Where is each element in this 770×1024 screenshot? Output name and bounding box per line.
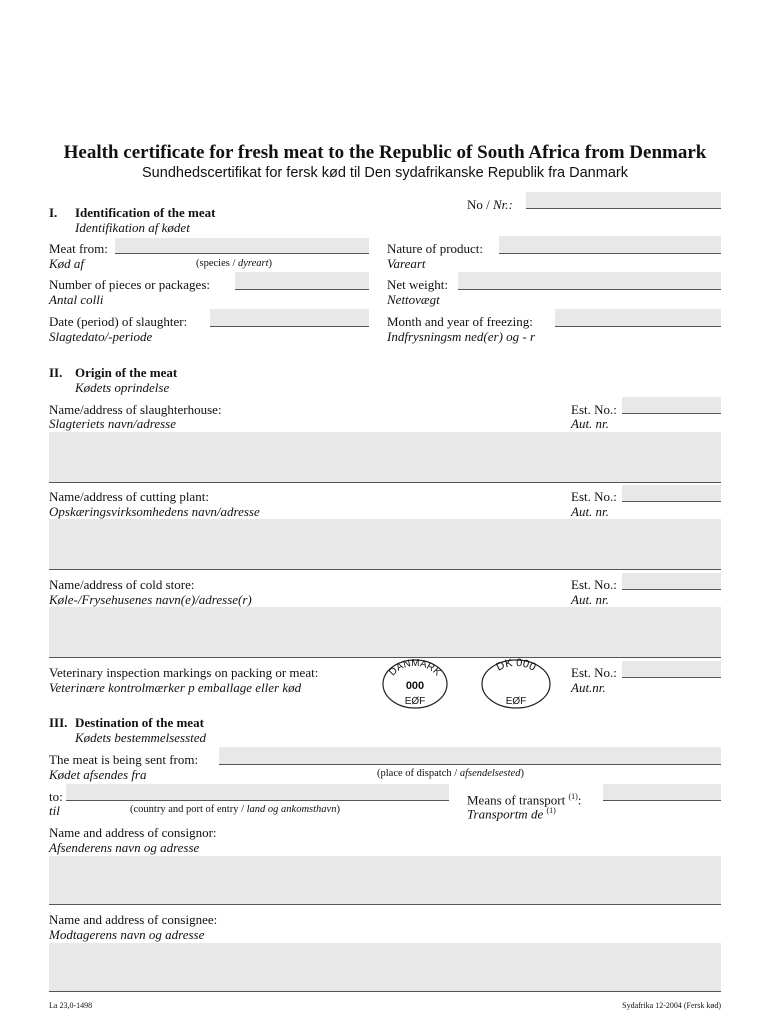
section-1-title: Identification of the meat [75, 205, 216, 220]
net-weight-label: Net weight: [387, 277, 449, 292]
danmark-oval-stamp [381, 658, 449, 710]
freezing-field[interactable] [555, 309, 721, 327]
stamp-1-bottom-text: EØF [404, 696, 426, 707]
stamp-1-top-text: DANMARK [387, 658, 443, 679]
consignor-label: Name and address of consignor: [49, 825, 217, 840]
transport-field[interactable] [603, 784, 721, 801]
section-1-number: I. [49, 205, 58, 220]
dispatch-hint: (place of dispatch / afsendelsested) [377, 768, 524, 779]
consignor-address-box[interactable] [49, 856, 721, 905]
cold-store-est-field[interactable] [622, 573, 721, 590]
cutting-plant-aut-label: Aut. nr. [571, 504, 609, 519]
net-weight-field[interactable] [458, 272, 721, 290]
country-hint: (country and port of entry / land og ankomsthavn) [130, 804, 340, 815]
nature-label: Nature of product: [387, 241, 484, 256]
certificate-number-label: No / Nr.: [467, 197, 513, 212]
nature-field[interactable] [499, 236, 721, 254]
slaughter-date-label: Date (period) of slaughter: [49, 314, 188, 329]
consignee-address-box[interactable] [49, 943, 721, 992]
meat-from-label-da: Kød af [49, 256, 85, 271]
section-3-title: Destination of the meat [75, 715, 204, 730]
transport-label: Means of transport $^{(1)}$: [467, 792, 582, 808]
dk-oval-stamp [480, 658, 552, 710]
sent-from-label: The meat is being sent from: [49, 752, 199, 767]
cold-store-label-da: Køle-/Frysehusenes navn(e)/adresse(r) [49, 592, 252, 607]
document-subtitle: Sundhedscertifikat for fersk kød til Den sydafrikanske Republik fra Danmark [142, 165, 628, 181]
section-2-number: II. [49, 365, 63, 380]
section-3-title-da: Kødets bestemmelsessted [75, 730, 207, 745]
cutting-plant-address-box[interactable] [49, 519, 721, 570]
to-label-da: til [49, 803, 60, 818]
section-2-title-da: Kødets oprindelse [75, 380, 170, 395]
markings-est-field[interactable] [622, 661, 721, 678]
nature-label-da: Vareart [387, 256, 426, 271]
markings-aut-label: Aut.nr. [571, 680, 606, 695]
slaughterhouse-aut-label: Aut. nr. [571, 416, 609, 431]
stamp-2-bottom-text: EØF [505, 696, 527, 707]
meat-from-label: Meat from: [49, 241, 108, 256]
cutting-plant-label: Name/address of cutting plant: [49, 489, 209, 504]
consignor-label-da: Afsenderens navn og adresse [49, 840, 200, 855]
meat-from-field[interactable] [115, 238, 369, 254]
to-label: to: [49, 789, 63, 804]
freezing-label-da: Indfrysningsm ned(er) og - r [387, 329, 536, 344]
markings-est-label: Est. No.: [571, 665, 617, 680]
sent-from-label-da: Kødet afsendes fra [49, 767, 147, 782]
footer-form-code: La 23,0-1498 [49, 1001, 93, 1010]
slaughterhouse-address-box[interactable] [49, 432, 721, 483]
section-3-number: III. [49, 715, 68, 730]
slaughterhouse-est-field[interactable] [622, 397, 721, 414]
species-hint: (species / dyreart) [196, 258, 273, 269]
section-2-title: Origin of the meat [75, 365, 178, 380]
net-weight-label-da: Nettovægt [387, 292, 440, 307]
markings-label: Veterinary inspection markings on packing or meat: [49, 665, 319, 680]
transport-label-da: Transportm de $^{(1)}$ [467, 806, 556, 822]
slaughter-date-label-da: Slagtedato/-periode [49, 329, 153, 344]
to-field[interactable] [66, 784, 449, 801]
cold-store-label: Name/address of cold store: [49, 577, 195, 592]
slaughterhouse-label-da: Slagteriets navn/adresse [49, 416, 176, 431]
stamp-2-top-text: DK 000 [494, 658, 538, 674]
consignee-label-da: Modtagerens navn og adresse [49, 927, 205, 942]
cutting-plant-est-field[interactable] [622, 485, 721, 502]
certificate-number-field[interactable] [526, 192, 721, 209]
sent-from-field[interactable] [219, 747, 721, 765]
cold-store-aut-label: Aut. nr. [571, 592, 609, 607]
footer-form-version: Sydafrika 12-2004 (Fersk kød) [622, 1001, 721, 1010]
pieces-field[interactable] [235, 272, 369, 290]
freezing-label: Month and year of freezing: [387, 314, 533, 329]
cutting-plant-label-da: Opskæringsvirksomhedens navn/adresse [49, 504, 260, 519]
slaughter-date-field[interactable] [210, 309, 369, 327]
consignee-label: Name and address of consignee: [49, 912, 218, 927]
cold-store-address-box[interactable] [49, 607, 721, 658]
stamp-1-number: 000 [405, 680, 425, 692]
section-1-title-da: Identifikation af kødet [75, 220, 190, 235]
pieces-label: Number of pieces or packages: [49, 277, 210, 292]
pieces-label-da: Antal colli [49, 292, 104, 307]
cold-store-est-label: Est. No.: [571, 577, 617, 592]
slaughterhouse-label: Name/address of slaughterhouse: [49, 402, 222, 417]
markings-label-da: Veterinære kontrolmærker p emballage eller kød [49, 680, 302, 695]
slaughterhouse-est-label: Est. No.: [571, 402, 617, 417]
document-title: Health certificate for fresh meat to the Republic of South Africa from Denmark [63, 142, 707, 163]
cutting-plant-est-label: Est. No.: [571, 489, 617, 504]
